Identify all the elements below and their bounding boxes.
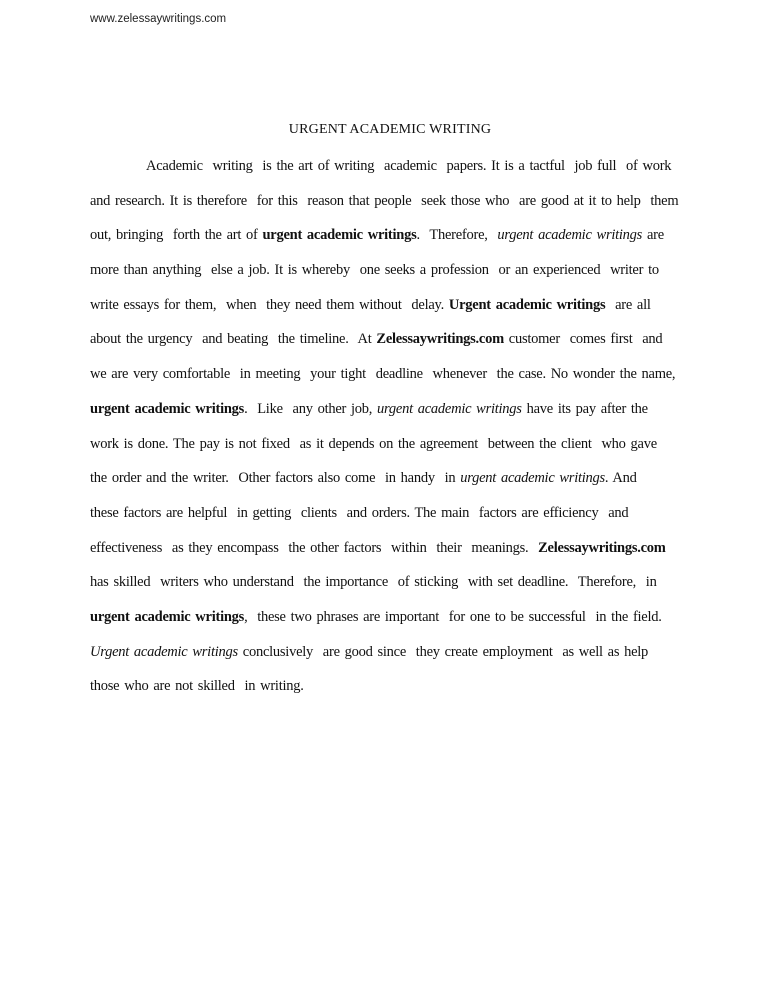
bold-text: urgent academic writings <box>90 608 245 625</box>
text-segment: work is done. The pay is not fixed as it depends on the agreement between the client who gave <box>90 435 657 452</box>
text-segment: are <box>642 227 664 244</box>
text-segment: those who are not skilled in writing. <box>90 678 304 695</box>
text-segment: . Therefore, <box>416 227 498 244</box>
bold-text: Urgent academic writings <box>448 296 606 313</box>
text-segment: about the urgency and beating the timeline. At <box>90 331 377 348</box>
text-segment: . Like any other job, <box>244 400 378 417</box>
text-line <box>90 364 690 399</box>
text-segment: are all <box>605 296 651 313</box>
text-segment: customer comes first and <box>503 331 663 348</box>
text-segment: more than anything else a job. It is whereby one seeks a profession or an experienced writer to <box>90 262 659 279</box>
italic-text: Urgent academic writings <box>90 643 238 660</box>
text-line <box>90 468 690 503</box>
bold-text: urgent academic writings <box>90 400 245 417</box>
italic-text: urgent academic writings <box>497 227 643 244</box>
bold-text: urgent academic writings <box>262 227 417 244</box>
text-segment: out, bringing forth the art of <box>90 227 263 244</box>
text-segment: effectiveness as they encompass the other factors within their meanings. <box>90 539 539 556</box>
text-segment: has skilled writers who understand the importance of sticking with set deadline. Therefore, in <box>90 574 657 591</box>
text-line <box>90 295 690 330</box>
bold-text: Zelessaywritings.com <box>538 539 666 556</box>
text-line <box>90 399 690 434</box>
text-line <box>90 607 690 642</box>
text-segment: these factors are helpful in getting clients and orders. The main factors are efficiency and <box>90 504 629 521</box>
text-segment: , these two phrases are important for one to be successful in the field. <box>244 608 662 625</box>
document-body <box>90 156 690 711</box>
text-segment: the order and the writer. Other factors also come in handy in <box>90 470 461 487</box>
text-segment: Academic writing is the art of writing academic papers. It is a tactful job full of work <box>146 158 672 174</box>
text-line <box>90 191 690 226</box>
text-segment: and research. It is therefore for this reason that people seek those who are good at it to help them <box>90 192 679 209</box>
text-line <box>90 434 690 469</box>
text-line <box>90 676 690 711</box>
text-segment: have its pay after the <box>521 400 648 417</box>
text-line <box>90 156 690 191</box>
text-segment: conclusively are good since they create employment as well as help <box>237 643 649 660</box>
italic-text: urgent academic writings <box>460 470 605 487</box>
text-line <box>90 503 690 538</box>
bold-text: Zelessaywritings.com <box>376 331 504 348</box>
text-line <box>90 260 690 295</box>
document-title: URGENT ACADEMIC WRITING <box>288 122 492 137</box>
text-segment: we are very comfortable in meeting your tight deadline whenever the case. No wonder the name, <box>90 366 676 383</box>
text-line <box>90 642 690 677</box>
text-line <box>90 572 690 607</box>
text-line <box>90 225 690 260</box>
header-url: www.zelessaywritings.com <box>90 13 227 25</box>
text-line <box>90 329 690 364</box>
text-segment: write essays for them, when they need them without delay. <box>90 296 449 313</box>
italic-text: urgent academic writings <box>377 400 522 417</box>
text-segment: . And <box>604 470 637 487</box>
text-line <box>90 538 690 573</box>
